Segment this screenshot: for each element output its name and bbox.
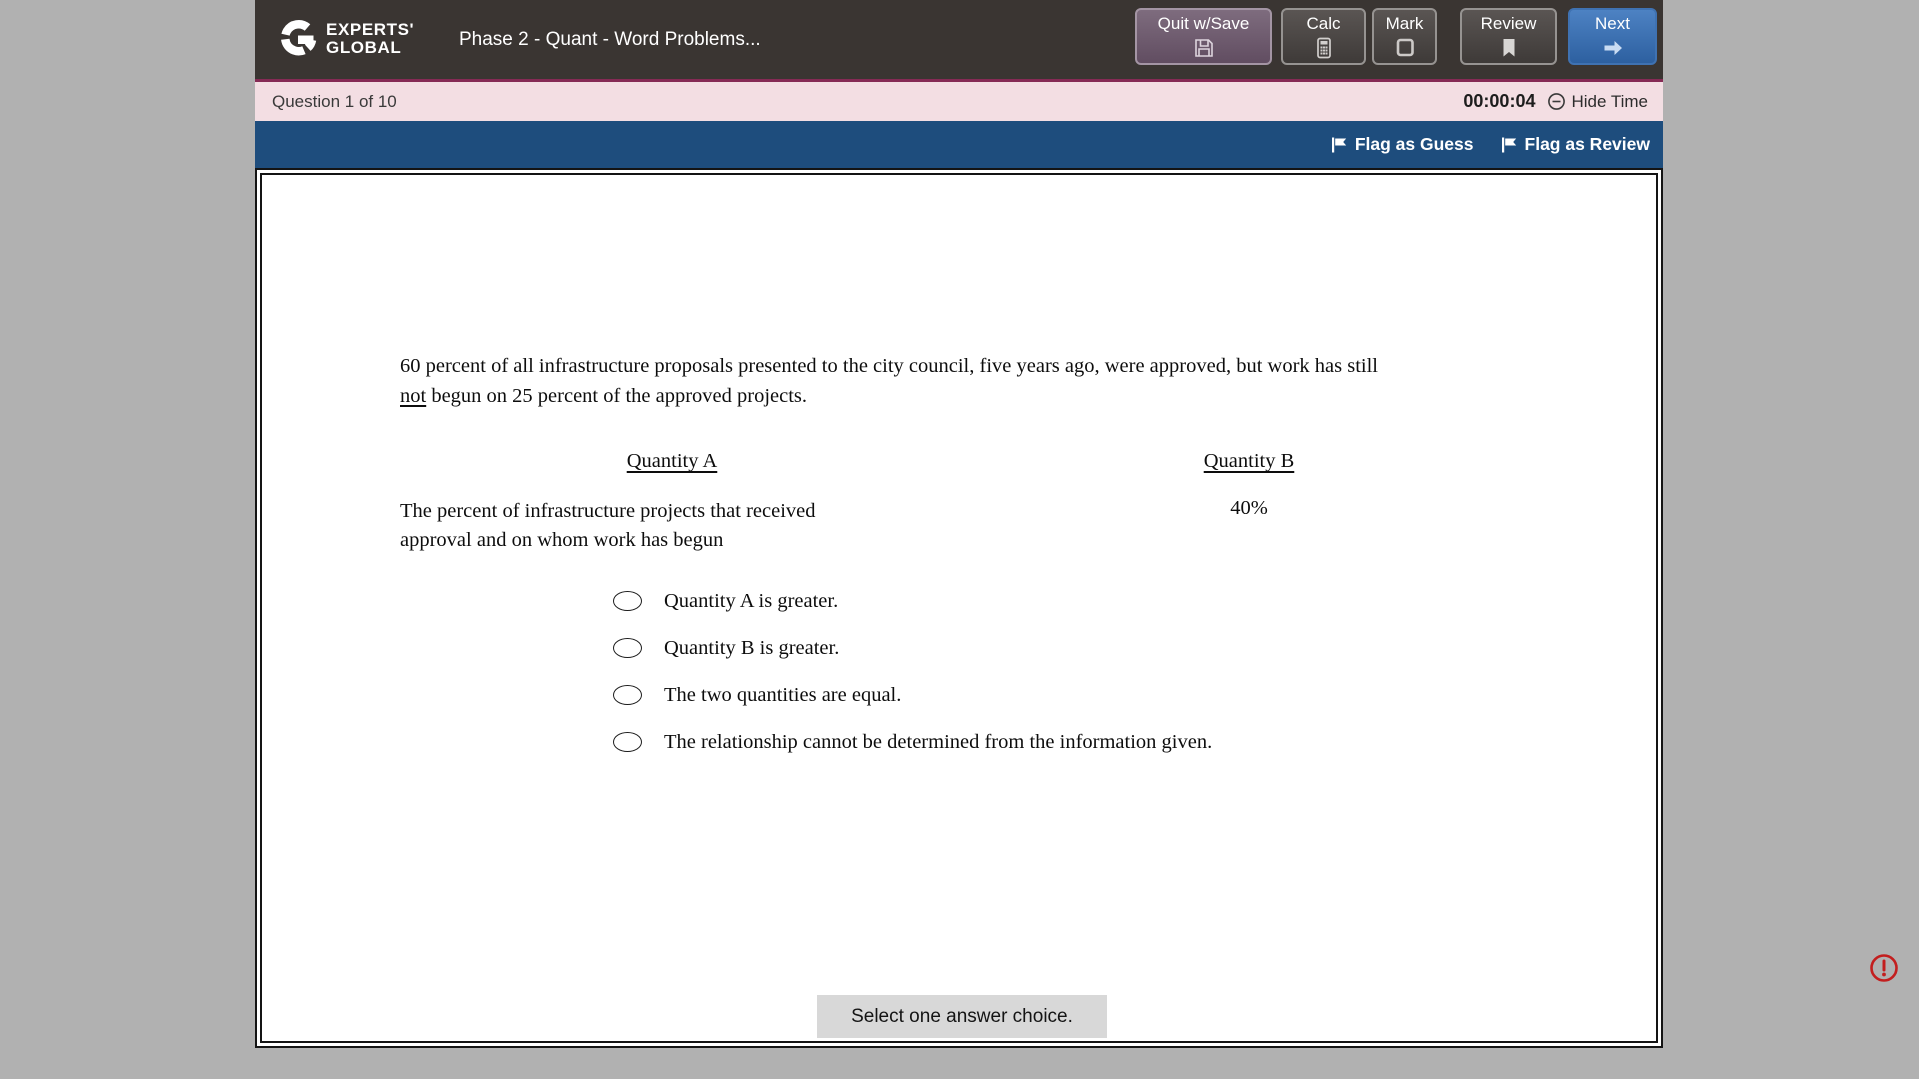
- review-button[interactable]: [1460, 8, 1557, 65]
- answer-choice-4-label: The relationship cannot be determined from the information given.: [664, 730, 1213, 753]
- timer-group: [1463, 91, 1648, 112]
- quantity-a-header-label: Quantity A: [626, 450, 718, 472]
- quantity-b-header: [1139, 450, 1359, 473]
- calculator-icon: [1312, 36, 1336, 60]
- radio-oval-icon[interactable]: [613, 638, 642, 658]
- stem-underlined-word: not: [400, 385, 427, 407]
- stem-line1: 60 percent of all infrastructure proposals presented to the city council, five years ago, were approved, but work has still: [400, 355, 1378, 377]
- answer-choice-4[interactable]: [613, 727, 1212, 757]
- radio-oval-icon[interactable]: [613, 591, 642, 611]
- stem-line2: begun on 25 percent of the approved projects.: [426, 385, 808, 407]
- next-button[interactable]: [1568, 8, 1657, 65]
- bookmark-icon: [1497, 36, 1521, 60]
- logo-text: [326, 21, 414, 57]
- answer-choice-3[interactable]: [613, 680, 901, 710]
- quantity-a-value-line2: approval and on whom work has begun: [400, 529, 724, 551]
- quit-with-save-button[interactable]: [1135, 8, 1272, 65]
- question-panel-inner: [260, 173, 1658, 1043]
- quantity-b-header-label: Quantity B: [1203, 450, 1295, 472]
- save-icon: [1192, 36, 1216, 60]
- mark-button[interactable]: [1372, 8, 1437, 65]
- review-label: Review: [1480, 14, 1537, 33]
- hide-time-toggle[interactable]: [1547, 92, 1648, 112]
- timer-value: 00:00:04: [1463, 91, 1536, 111]
- logo-line1: EXPERTS': [326, 20, 415, 39]
- flag-as-guess-button[interactable]: [1330, 134, 1474, 155]
- calculator-label: Calc: [1306, 14, 1341, 33]
- answer-choice-1-label: Quantity A is greater.: [664, 589, 839, 612]
- quantity-a-header: [562, 450, 782, 473]
- quit-with-save-label: Quit w/Save: [1157, 14, 1250, 33]
- flag-as-review-label: Flag as Review: [1524, 134, 1650, 154]
- flag-as-review-button[interactable]: [1500, 134, 1650, 155]
- mark-label: Mark: [1385, 14, 1424, 33]
- answer-choice-1[interactable]: [613, 586, 838, 616]
- header-bar: [255, 0, 1663, 79]
- flag-bar: [255, 121, 1663, 168]
- question-counter: Question 1 of 10: [272, 91, 397, 111]
- radio-oval-icon[interactable]: [613, 685, 642, 705]
- quantity-a-value: [400, 497, 920, 555]
- logo-line2: GLOBAL: [326, 38, 402, 57]
- radio-oval-icon[interactable]: [613, 732, 642, 752]
- flag-as-guess-label: Flag as Guess: [1354, 134, 1474, 154]
- flag-icon: [1500, 136, 1518, 154]
- question-panel: [255, 168, 1663, 1048]
- hide-time-label: Hide Time: [1571, 91, 1648, 111]
- question-stem: [400, 351, 1560, 411]
- experts-global-logo-icon: [281, 19, 317, 59]
- status-bar: [255, 82, 1663, 121]
- flag-icon: [1330, 136, 1348, 154]
- answer-choice-2-label: Quantity B is greater.: [664, 636, 840, 659]
- quantity-a-value-line1: The percent of infrastructure projects that received: [400, 500, 816, 522]
- quantity-b-value: 40%: [1230, 497, 1268, 519]
- test-content-column: [255, 0, 1663, 1079]
- select-answer-instruction: Select one answer choice.: [817, 995, 1107, 1038]
- alert-icon[interactable]: [1868, 952, 1900, 984]
- calculator-button[interactable]: [1281, 8, 1366, 65]
- answer-choice-2[interactable]: [613, 633, 839, 663]
- circle-minus-icon: [1547, 92, 1566, 111]
- experts-global-logo: [281, 19, 414, 59]
- arrow-right-icon: [1601, 36, 1625, 60]
- next-label: Next: [1595, 14, 1630, 33]
- answer-choice-3-label: The two quantities are equal.: [664, 683, 902, 706]
- section-title: Phase 2 - Quant - Word Problems...: [459, 29, 761, 50]
- square-icon: [1393, 36, 1417, 60]
